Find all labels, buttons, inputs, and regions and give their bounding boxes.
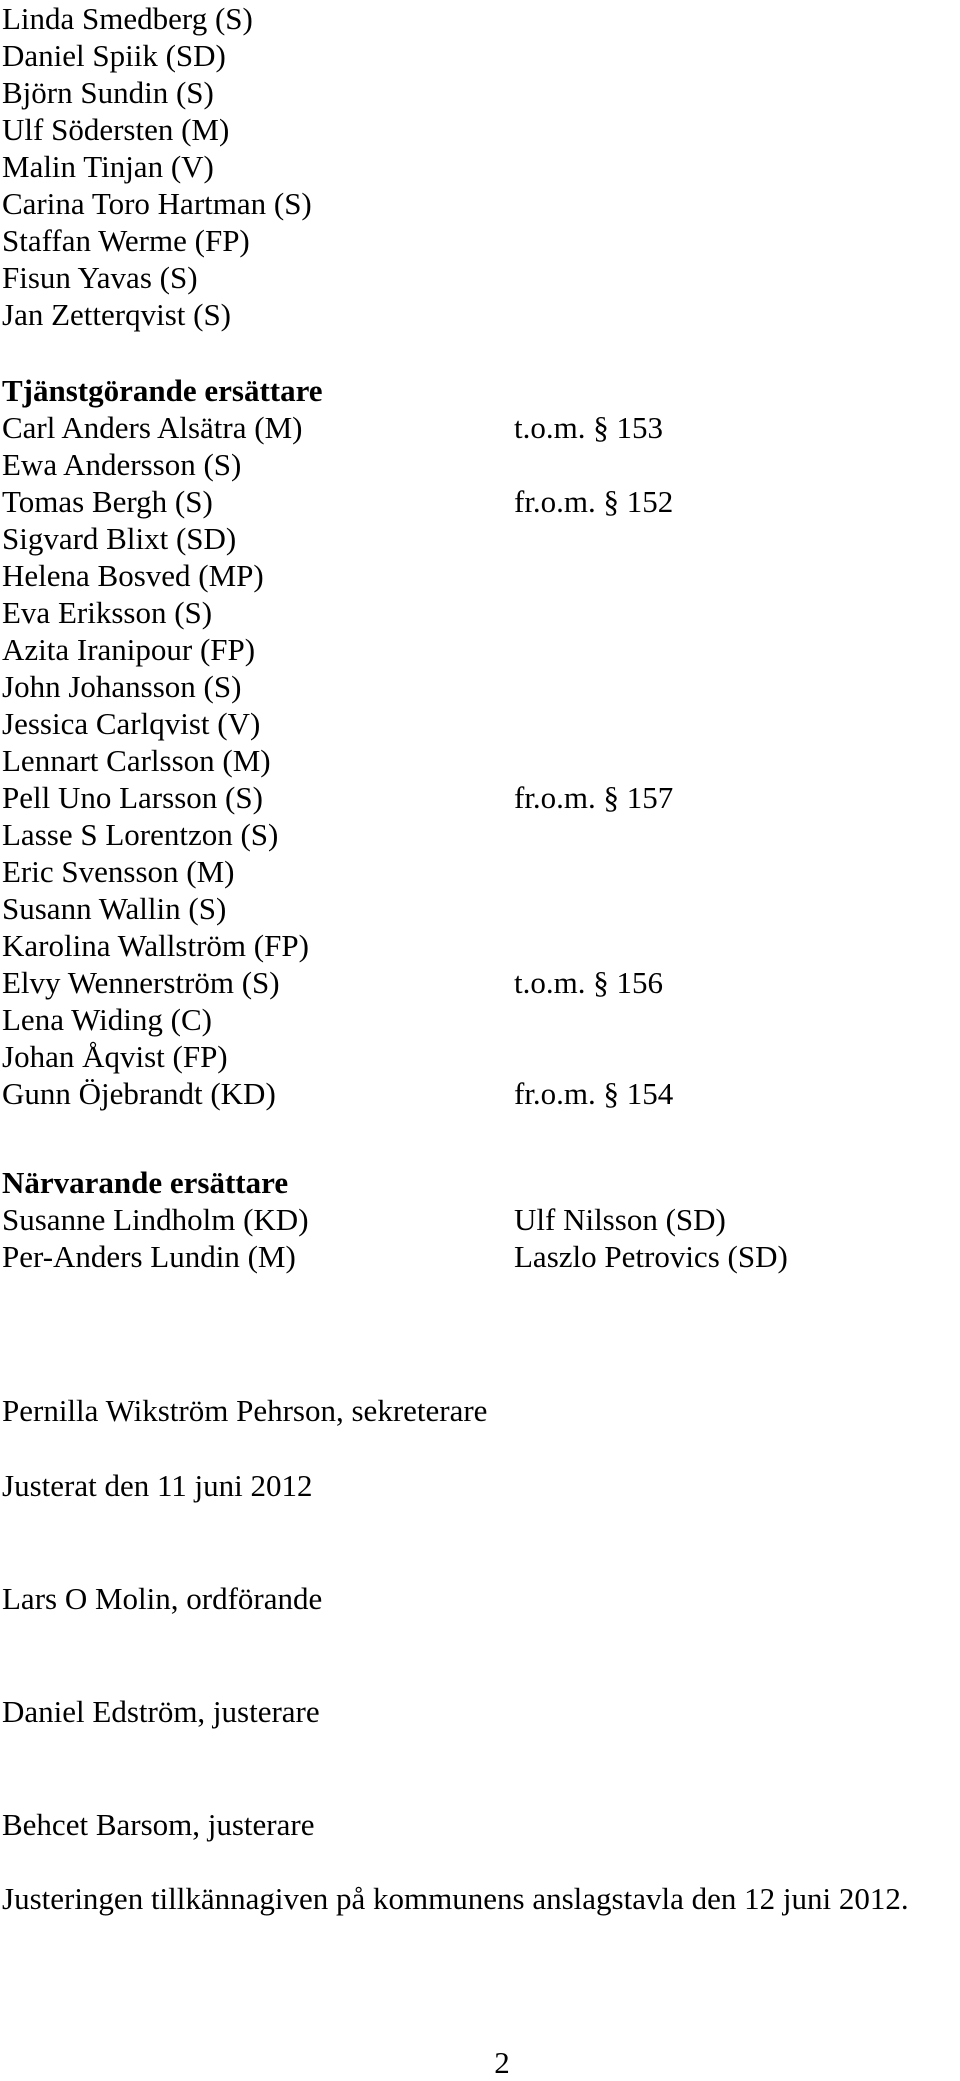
present-substitute-name: Ulf Nilsson (SD): [514, 1202, 726, 1237]
adjuster-signature: Behcet Barsom, justerare: [2, 1807, 315, 1842]
serving-substitutes-heading: Tjänstgörande ersättare: [2, 373, 323, 408]
substitute-name: Azita Iranipour (FP): [2, 632, 256, 667]
substitute-name: Johan Åqvist (FP): [2, 1039, 228, 1074]
substitute-name: Susann Wallin (S): [2, 891, 227, 926]
adjuster-signature: Daniel Edström, justerare: [2, 1694, 320, 1729]
substitute-note: t.o.m. § 156: [514, 965, 663, 1000]
present-substitute-name: Laszlo Petrovics (SD): [514, 1239, 788, 1274]
substitute-name: Tomas Bergh (S): [2, 484, 213, 519]
substitute-note: fr.o.m. § 157: [514, 780, 674, 815]
substitute-name: Lena Widing (C): [2, 1002, 212, 1037]
substitute-name: Karolina Wallström (FP): [2, 928, 309, 963]
substitute-name: Sigvard Blixt (SD): [2, 521, 237, 556]
member-name: Daniel Spiik (SD): [2, 38, 226, 73]
present-substitute-name: Susanne Lindholm (KD): [2, 1202, 309, 1237]
chair-signature: Lars O Molin, ordförande: [2, 1581, 323, 1616]
member-name: Björn Sundin (S): [2, 75, 214, 110]
announcement-text: Justeringen tillkännagiven på kommunens anslagstavla den 12 juni 2012.: [2, 1881, 909, 1916]
substitute-name: Lasse S Lorentzon (S): [2, 817, 279, 852]
substitute-name: Gunn Öjebrandt (KD): [2, 1076, 276, 1111]
substitute-name: Eric Svensson (M): [2, 854, 235, 889]
substitute-name: Lennart Carlsson (M): [2, 743, 271, 778]
member-name: Jan Zetterqvist (S): [2, 297, 232, 332]
adjusted-date: Justerat den 11 juni 2012: [2, 1468, 313, 1503]
present-substitutes-heading: Närvarande ersättare: [2, 1165, 289, 1200]
substitute-name: Pell Uno Larsson (S): [2, 780, 263, 815]
substitute-name: Helena Bosved (MP): [2, 558, 264, 593]
member-name: Linda Smedberg (S): [2, 1, 253, 36]
substitute-name: Ewa Andersson (S): [2, 447, 242, 482]
present-substitute-name: Per-Anders Lundin (M): [2, 1239, 296, 1274]
substitute-name: Jessica Carlqvist (V): [2, 706, 261, 741]
substitute-note: fr.o.m. § 152: [514, 484, 674, 519]
substitute-name: Elvy Wennerström (S): [2, 965, 280, 1000]
substitute-note: t.o.m. § 153: [514, 410, 663, 445]
substitute-note: fr.o.m. § 154: [514, 1076, 674, 1111]
substitute-name: Eva Eriksson (S): [2, 595, 213, 630]
substitute-name: John Johansson (S): [2, 669, 242, 704]
member-name: Staffan Werme (FP): [2, 223, 250, 258]
member-name: Fisun Yavas (S): [2, 260, 198, 295]
secretary-signature: Pernilla Wikström Pehrson, sekreterare: [2, 1393, 488, 1428]
page-number: 2: [494, 2045, 510, 2080]
substitute-name: Carl Anders Alsätra (M): [2, 410, 303, 445]
member-name: Malin Tinjan (V): [2, 149, 214, 184]
member-name: Ulf Södersten (M): [2, 112, 230, 147]
member-name: Carina Toro Hartman (S): [2, 186, 312, 221]
